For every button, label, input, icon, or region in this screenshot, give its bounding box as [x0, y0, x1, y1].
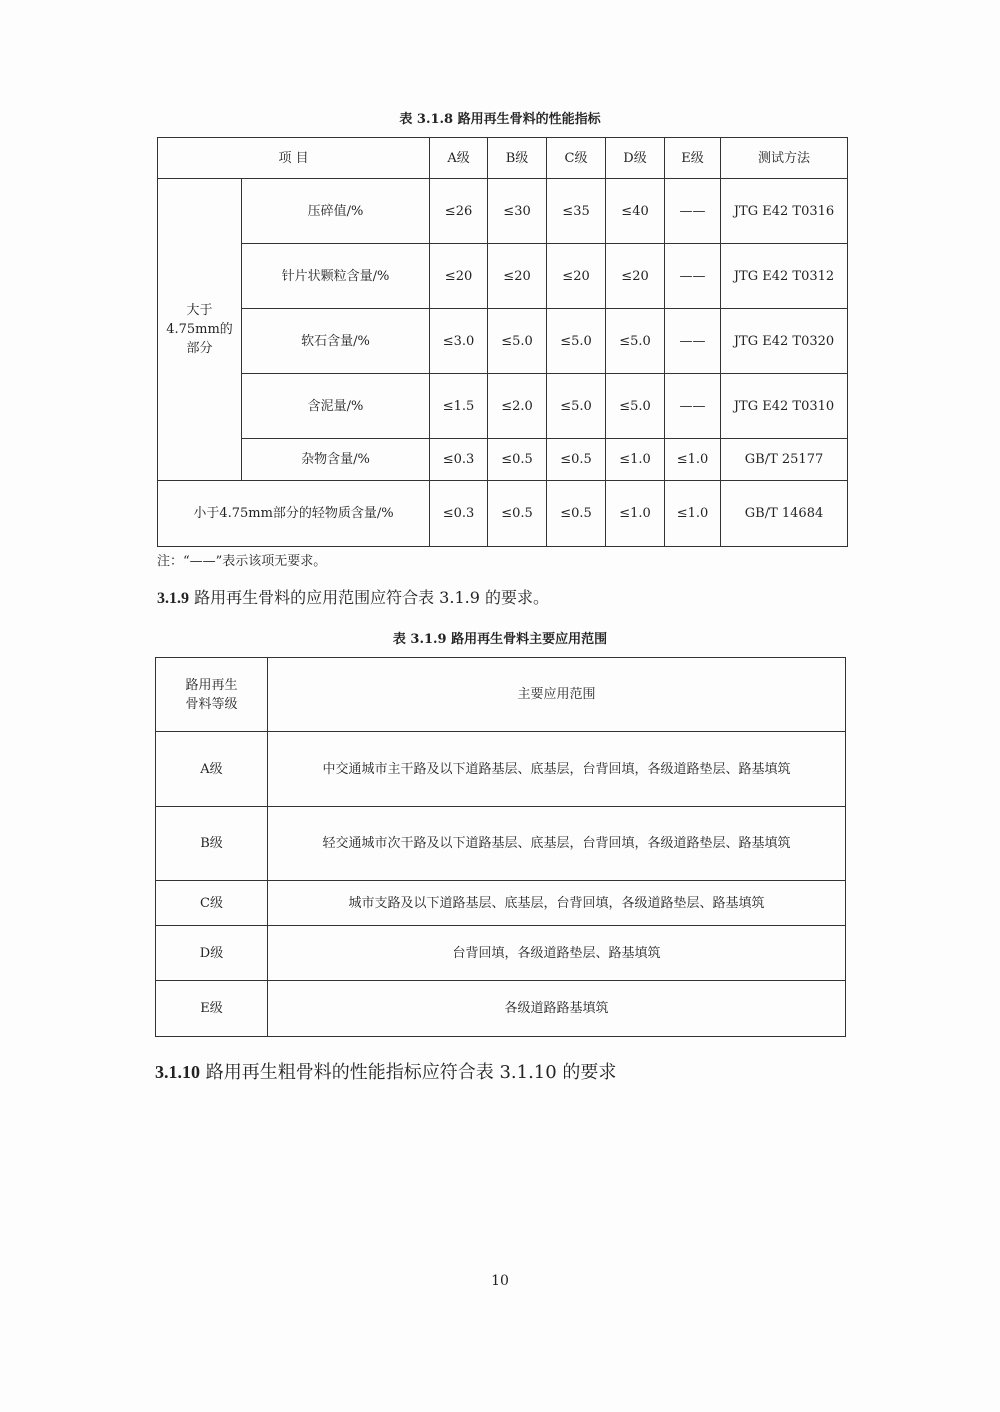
header-cell: C级 — [547, 138, 606, 179]
value-cell: —— — [665, 309, 721, 374]
method-cell: JTG E42 T0316 — [721, 179, 848, 244]
item-cell: 软石含量/% — [242, 309, 430, 374]
value-cell: ≤5.0 — [606, 374, 665, 439]
value-cell: ≤20 — [547, 244, 606, 309]
value-cell: ≤0.3 — [430, 439, 488, 481]
section-text: 路用再生骨料的应用范围应符合表 3.1.9 的要求。 — [194, 588, 549, 607]
section-number: 3.1.9 — [157, 590, 189, 607]
value-cell: —— — [665, 179, 721, 244]
value-cell: ≤1.0 — [606, 481, 665, 547]
table-header-row — [156, 658, 846, 732]
table-row — [158, 374, 848, 439]
method-cell: JTG E42 T0310 — [721, 374, 848, 439]
value-cell: ≤20 — [488, 244, 547, 309]
method-cell: JTG E42 T0320 — [721, 309, 848, 374]
application-scope-table — [155, 657, 846, 1037]
header-cell: 路用再生骨料等级 — [156, 658, 268, 732]
performance-table — [157, 137, 848, 547]
table-row — [156, 807, 846, 881]
value-cell: ≤1.0 — [606, 439, 665, 481]
header-cell: 测试方法 — [721, 138, 848, 179]
grade-cell: B级 — [156, 807, 268, 881]
value-cell: ≤35 — [547, 179, 606, 244]
table-row — [158, 244, 848, 309]
value-cell: ≤20 — [430, 244, 488, 309]
item-cell: 杂物含量/% — [242, 439, 430, 481]
value-cell: ≤1.0 — [665, 439, 721, 481]
item-cell: 针片状颗粒含量/% — [242, 244, 430, 309]
table-note: 注：“——”表示该项无要求。 — [157, 554, 327, 569]
value-cell: ≤1.5 — [430, 374, 488, 439]
page-number: 10 — [491, 1273, 509, 1289]
value-cell: ≤0.5 — [547, 439, 606, 481]
method-cell: JTG E42 T0312 — [721, 244, 848, 309]
table-row — [156, 881, 846, 926]
section-number: 3.1.10 — [155, 1062, 200, 1082]
method-cell: GB/T 14684 — [721, 481, 848, 547]
header-cell: D级 — [606, 138, 665, 179]
grade-cell: A级 — [156, 732, 268, 807]
value-cell: ≤0.5 — [488, 439, 547, 481]
item-cell: 小于4.75mm部分的轻物质含量/% — [158, 481, 430, 547]
scope-cell: 各级道路路基填筑 — [268, 981, 846, 1037]
table-header-row — [158, 138, 848, 179]
scope-cell: 台背回填，各级道路垫层、路基填筑 — [268, 926, 846, 981]
header-cell: 主要应用范围 — [268, 658, 846, 732]
section-text: 路用再生粗骨料的性能指标应符合表 3.1.10 的要求 — [205, 1062, 617, 1083]
table2-caption: 表 3.1.9 路用再生骨料主要应用范围 — [392, 632, 608, 647]
value-cell: ≤5.0 — [606, 309, 665, 374]
scope-cell: 城市支路及以下道路基层、底基层，台背回填，各级道路垫层、路基填筑 — [268, 881, 846, 926]
header-cell: 项 目 — [158, 138, 430, 179]
table-row — [158, 481, 848, 547]
value-cell: —— — [665, 374, 721, 439]
section-3-1-9 — [157, 585, 549, 608]
method-cell: GB/T 25177 — [721, 439, 848, 481]
scope-cell: 轻交通城市次干路及以下道路基层、底基层，台背回填，各级道路垫层、路基填筑 — [268, 807, 846, 881]
header-cell: B级 — [488, 138, 547, 179]
value-cell: ≤26 — [430, 179, 488, 244]
table-row — [156, 926, 846, 981]
grade-cell: C级 — [156, 881, 268, 926]
value-cell: ≤0.5 — [547, 481, 606, 547]
value-cell: ≤5.0 — [547, 309, 606, 374]
scope-cell: 中交通城市主干路及以下道路基层、底基层，台背回填，各级道路垫层、路基填筑 — [268, 732, 846, 807]
value-cell: ≤3.0 — [430, 309, 488, 374]
value-cell: ≤0.3 — [430, 481, 488, 547]
table-row — [156, 981, 846, 1037]
value-cell: ≤5.0 — [547, 374, 606, 439]
value-cell: ≤5.0 — [488, 309, 547, 374]
value-cell: ≤30 — [488, 179, 547, 244]
group-label-cell: 大于4.75mm的部分 — [158, 179, 242, 481]
header-cell: E级 — [665, 138, 721, 179]
value-cell: —— — [665, 244, 721, 309]
value-cell: ≤2.0 — [488, 374, 547, 439]
item-cell: 压碎值/% — [242, 179, 430, 244]
grade-cell: D级 — [156, 926, 268, 981]
section-3-1-10 — [155, 1058, 616, 1084]
header-cell: A级 — [430, 138, 488, 179]
table-row — [158, 439, 848, 481]
item-cell: 含泥量/% — [242, 374, 430, 439]
table-row — [156, 732, 846, 807]
value-cell: ≤40 — [606, 179, 665, 244]
grade-cell: E级 — [156, 981, 268, 1037]
value-cell: ≤1.0 — [665, 481, 721, 547]
table-row — [158, 179, 848, 244]
table-row — [158, 309, 848, 374]
value-cell: ≤0.5 — [488, 481, 547, 547]
table1-caption: 表 3.1.8 路用再生骨料的性能指标 — [399, 112, 601, 127]
value-cell: ≤20 — [606, 244, 665, 309]
